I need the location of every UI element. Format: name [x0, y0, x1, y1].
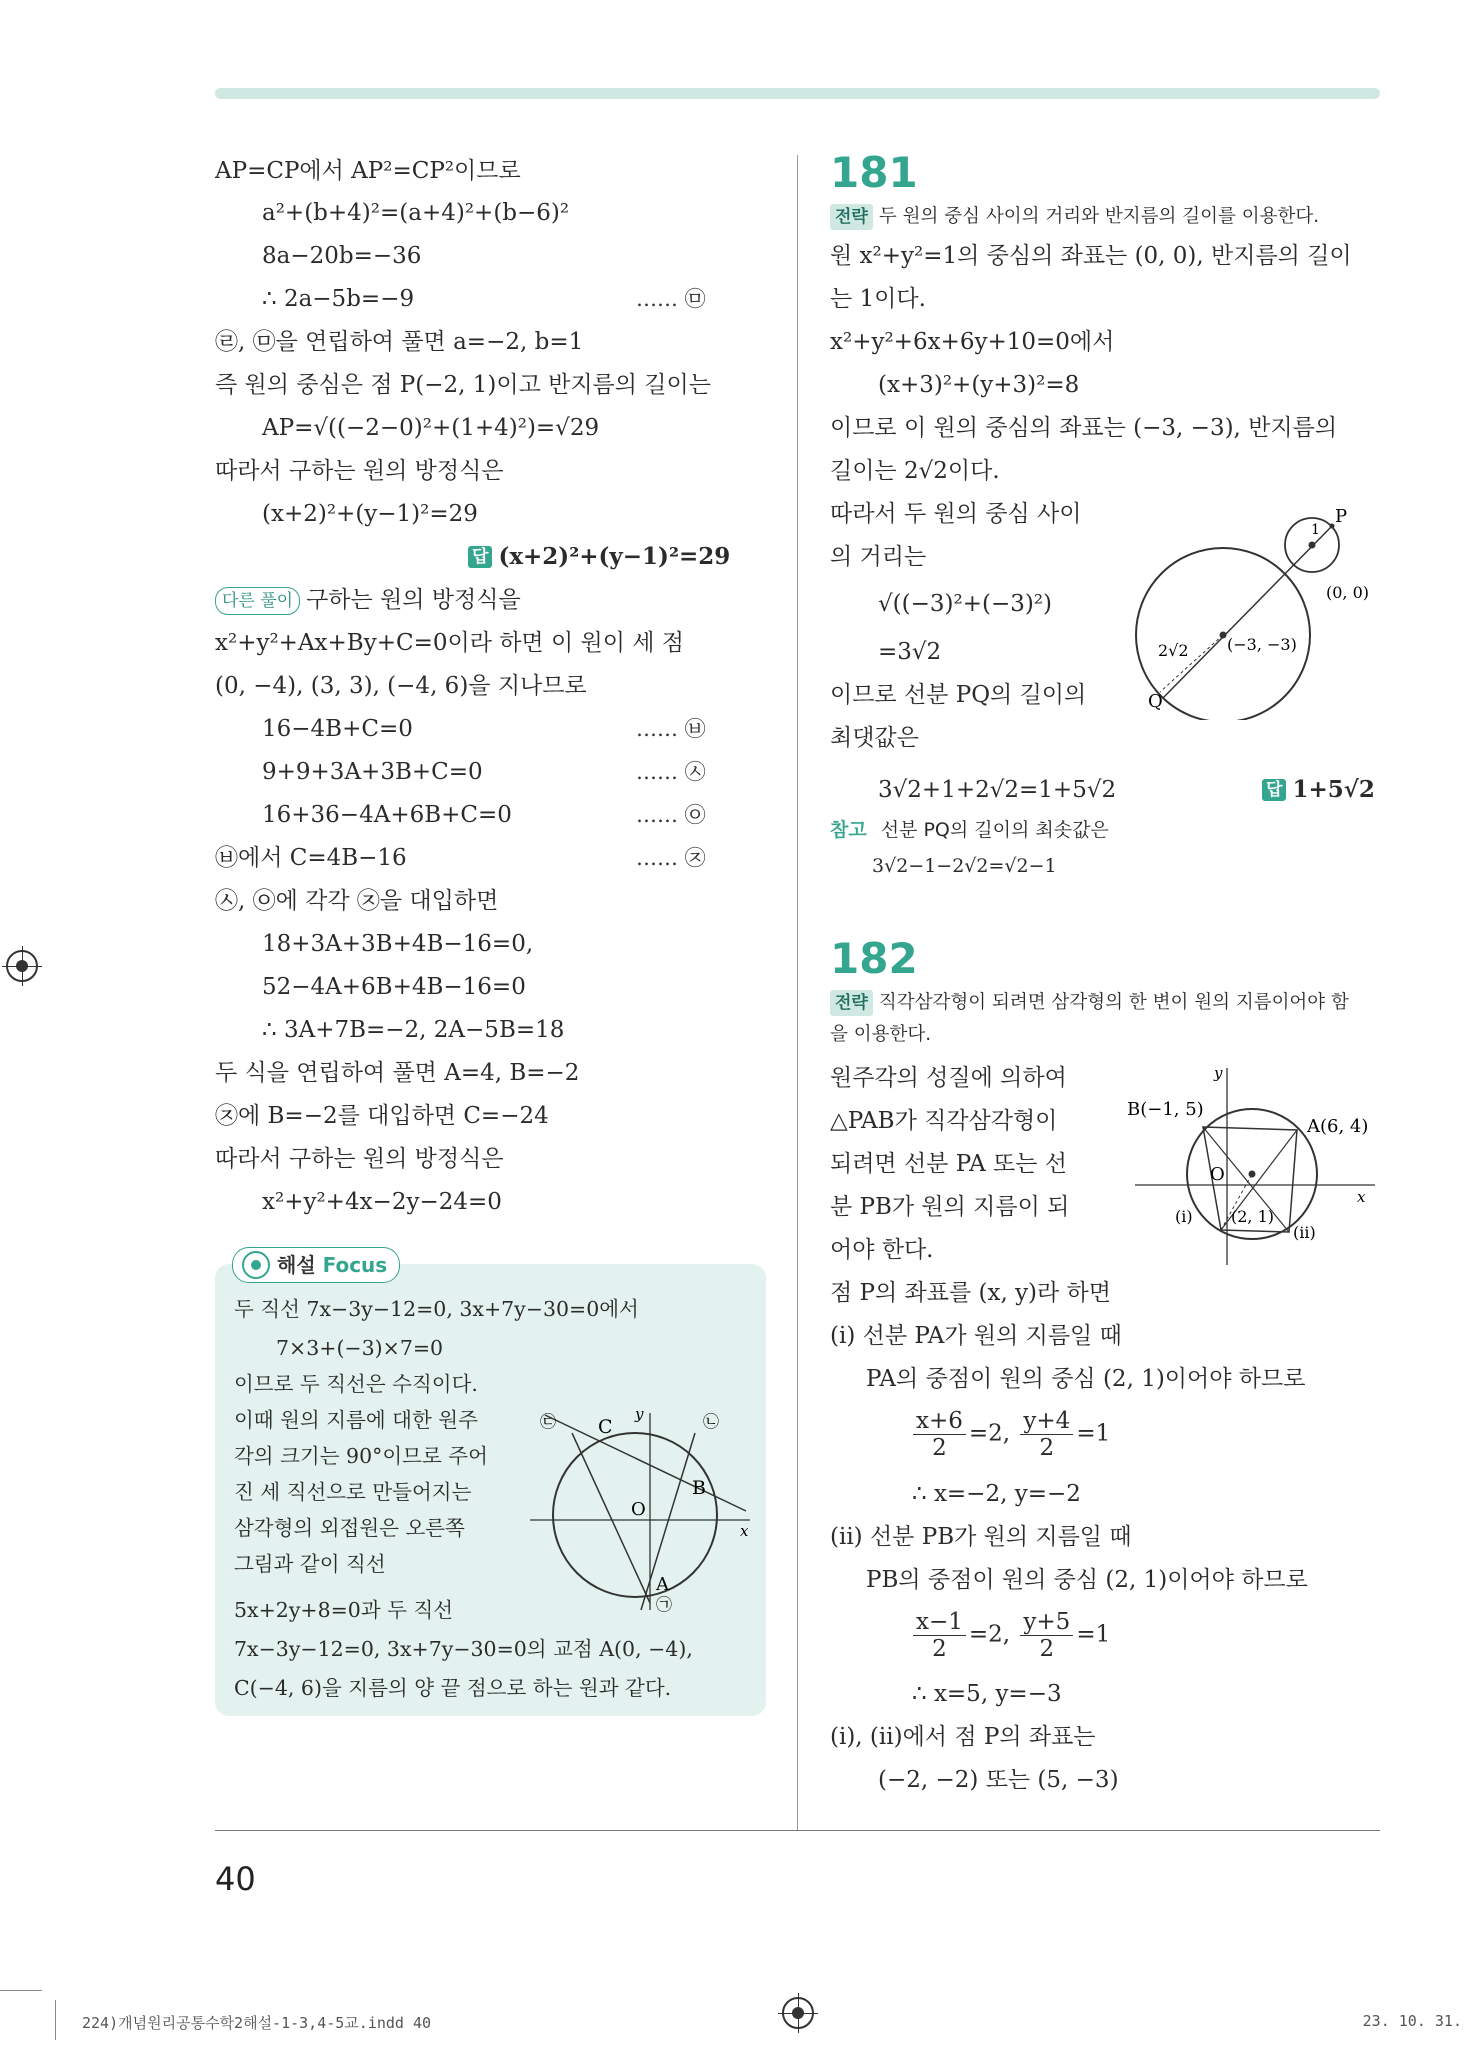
- focus-fig-label-O: O: [631, 1499, 646, 1520]
- strategy-181: [830, 204, 1319, 230]
- marker-g: …… ㉦: [636, 760, 706, 784]
- strategy-text-182: 직각삼각형이 되려면 삼각형의 한 변이 원의 지름이어야 함: [878, 992, 1349, 1013]
- p181-line-10: =3√2: [878, 639, 942, 665]
- figure-182: [1125, 1060, 1385, 1280]
- focus-line-11: C(−4, 6)을 지름의 양 끝 점으로 하는 원과 같다.: [234, 1676, 672, 1700]
- marker-f: …… ㉥: [636, 717, 706, 741]
- line-eq-3: ∴ 2a−5b=−9: [262, 286, 415, 312]
- line-points: (0, −4), (3, 3), (−4, 6)을 지나므로: [215, 673, 587, 699]
- answer-text-181: 1+5√2: [1292, 776, 1375, 803]
- p182-line-7: (i) 선분 PA가 원의 지름일 때: [830, 1323, 1122, 1349]
- focus-line-7: 삼각형의 외접원은 오른쪽: [234, 1516, 465, 1540]
- focus-title-word: Focus: [322, 1253, 388, 1277]
- top-decor-bar: [215, 88, 1380, 99]
- p181-line-2: 는 1이다.: [830, 286, 926, 312]
- label-origin: (0, 0): [1326, 583, 1370, 602]
- p182-line-8: PA의 중점이 원의 중심 (2, 1)이어야 하므로: [866, 1366, 1306, 1392]
- frac-ii-1: [913, 1609, 966, 1662]
- fig182-center: [1249, 1171, 1256, 1178]
- p181-line-11: 이므로 선분 PQ의 길이의: [830, 682, 1087, 708]
- page-number: 40: [215, 1860, 256, 1898]
- note-tag: 참고: [830, 819, 867, 841]
- frac-i-den-2: 2: [1039, 1435, 1055, 1461]
- crop-mark: [55, 2000, 56, 2040]
- frac-ii-rhs-2: =1: [1076, 1621, 1111, 1648]
- fig182-label-i: (i): [1175, 1207, 1193, 1226]
- p182-line-10: (ii) 선분 PB가 원의 지름일 때: [830, 1524, 1132, 1550]
- p182-line-6: 점 P의 좌표를 (x, y)라 하면: [830, 1280, 1111, 1306]
- crop-mark-horizontal: [0, 1990, 42, 1991]
- focus-line-4: 이때 원의 지름에 대한 원주: [234, 1408, 478, 1432]
- line-final-eq: x²+y²+4x−2y−24=0: [262, 1189, 502, 1215]
- marker-e: …… ㉤: [636, 287, 706, 311]
- fig182-label-o: O: [1210, 1164, 1225, 1185]
- line-circle-eq: (x+2)²+(y−1)²=29: [262, 501, 478, 527]
- strategy-tag: 전략: [830, 204, 873, 230]
- frac-ii-num-1: x−1: [913, 1609, 966, 1636]
- bottom-rule: [215, 1830, 1380, 1831]
- p181-line-12: 최댓값은: [830, 725, 919, 751]
- problem-number-181: 181: [830, 148, 918, 197]
- note-text: 선분 PQ의 길이의 최솟값은: [880, 819, 1109, 841]
- answer-tag-181: 답: [1262, 779, 1286, 801]
- line-substitute: ㉦, ㉧에 각각 ㉨을 대입하면: [215, 888, 499, 914]
- fig182-label-center: (2, 1): [1231, 1207, 1275, 1226]
- line-ap-cp: AP=CP에서 AP²=CP²이므로: [215, 158, 521, 184]
- focus-icon: [242, 1251, 270, 1279]
- center-small: [1309, 542, 1316, 549]
- p181-line-9: √((−3)²+(−3)²): [878, 591, 1053, 617]
- p181-line-5: 이므로 이 원의 중심의 좌표는 (−3, −3), 반지름의: [830, 415, 1338, 441]
- answer-tag: 답: [468, 546, 492, 568]
- point-p: [1330, 524, 1335, 529]
- focus-fig-label-B: B: [692, 1477, 706, 1499]
- p182-line-14: (−2, −2) 또는 (5, −3): [878, 1767, 1119, 1793]
- note-181: [830, 816, 1109, 844]
- line-therefore-2: 따라서 구하는 원의 방정식은: [215, 1146, 504, 1172]
- p182-line-1: 원주각의 성질에 의하여: [830, 1065, 1067, 1091]
- registration-dot-bottom: [792, 2007, 804, 2019]
- strategy-tag-182: 전략: [830, 990, 873, 1016]
- focus-line-9: 5x+2y+8=0과 두 직선: [234, 1598, 454, 1622]
- focus-fig-label-c1: ㉠: [656, 1595, 673, 1614]
- focus-line-1: 두 직선 7x−3y−12=0, 3x+7y−30=0에서: [234, 1297, 639, 1321]
- frac-i-num-1: x+6: [913, 1408, 966, 1435]
- problem-number-182: 182: [830, 934, 918, 983]
- line-ab: 두 식을 연립하여 풀면 A=4, B=−2: [215, 1060, 580, 1086]
- answer-text: (x+2)²+(y−1)²=29: [498, 543, 731, 570]
- focus-line-10: 7x−3y−12=0, 3x+7y−30=0의 교점 A(0, −4),: [234, 1637, 693, 1661]
- registration-mark-left: [6, 950, 38, 982]
- p181-line-3: x²+y²+6x+6y+10=0에서: [830, 329, 1115, 355]
- column-divider: [797, 155, 798, 1830]
- center-large: [1220, 632, 1227, 639]
- note-eq-181: 3√2−1−2√2=√2−1: [872, 855, 1057, 877]
- p182-line-2: △PAB가 직각삼각형이: [830, 1108, 1058, 1134]
- line-general: x²+y²+Ax+By+C=0이라 하면 이 원이 세 점: [215, 630, 684, 656]
- fig182-label-b: B(−1, 5): [1127, 1099, 1204, 1120]
- line-sub-1: 18+3A+3B+4B−16=0,: [262, 931, 534, 957]
- focus-line-3: 이므로 두 직선은 수직이다.: [234, 1372, 478, 1396]
- fig182-label-a: A(6, 4): [1307, 1116, 1369, 1137]
- frac-i-rhs-2: =1: [1076, 1420, 1111, 1447]
- answer-181: [1262, 774, 1375, 806]
- frac-ii-num-2: y+5: [1020, 1609, 1073, 1636]
- p182-line-11: PB의 중점이 원의 중심 (2, 1)이어야 하므로: [866, 1567, 1308, 1593]
- p181-line-13: 3√2+1+2√2=1+5√2: [878, 777, 1117, 803]
- alt-solution-tag: 다른 풀이: [215, 587, 300, 615]
- p182-frac-i: [910, 1408, 1110, 1461]
- p181-line-6: 길이는 2√2이다.: [830, 458, 1000, 484]
- footer-date: 23. 10. 31.: [1362, 2012, 1462, 2030]
- label-p: P: [1335, 506, 1348, 527]
- line-alt: [215, 584, 521, 616]
- focus-fig-label-c2: ㉡: [703, 1412, 720, 1431]
- marker-i: …… ㉨: [636, 846, 706, 870]
- p181-line-8: 의 거리는: [830, 544, 927, 570]
- registration-mark-bottom: [782, 1997, 814, 2029]
- p181-line-1: 원 x²+y²=1의 중심의 좌표는 (0, 0), 반지름의 길이: [830, 243, 1352, 269]
- answer-178: [468, 541, 730, 573]
- line-sys-1: 16−4B+C=0: [262, 716, 413, 742]
- frac-ii-den-1: 2: [932, 1636, 947, 1662]
- frac-ii-den-2: 2: [1039, 1636, 1055, 1662]
- p182-frac-ii: [910, 1609, 1110, 1662]
- strategy-text: 두 원의 중심 사이의 거리와 반지름의 길이를 이용한다.: [878, 206, 1320, 227]
- label-q: Q: [1148, 691, 1163, 712]
- frac-i-den-1: 2: [932, 1435, 947, 1461]
- p182-line-4: 분 PB가 원의 지름이 되: [830, 1194, 1070, 1220]
- strategy-182-line-1: [830, 990, 1349, 1016]
- focus-fig-label-A: A: [656, 1574, 669, 1595]
- frac-i-2: [1020, 1408, 1073, 1461]
- label-2root2: 2√2: [1158, 641, 1189, 660]
- line-eq-1: a²+(b+4)²=(a+4)²+(b−6)²: [262, 200, 570, 226]
- focus-fig-label-C: C: [598, 1416, 613, 1438]
- marker-h: …… ㉧: [636, 803, 706, 827]
- p182-line-13: (i), (ii)에서 점 P의 좌표는: [830, 1724, 1096, 1750]
- alt-text: 구하는 원의 방정식을: [306, 587, 521, 613]
- line-c-sub: ㉥에서 C=4B−16: [215, 845, 407, 871]
- focus-figure: [520, 1405, 760, 1615]
- line-c: ㉨에 B=−2를 대입하면 C=−24: [215, 1103, 549, 1129]
- footer-filename: 224)개념원리공통수학2해설-1-3,4-5교.indd 40: [82, 2014, 432, 2032]
- focus-line-2: 7×3+(−3)×7=0: [276, 1336, 444, 1360]
- fig182-label-ii: (ii): [1293, 1223, 1316, 1242]
- fig182-label-x: x: [1357, 1188, 1366, 1206]
- label-center: (−3, −3): [1227, 635, 1297, 654]
- frac-i-num-2: y+4: [1020, 1408, 1073, 1435]
- figure-181: [1130, 500, 1390, 720]
- line-therefore: 따라서 구하는 원의 방정식은: [215, 458, 504, 484]
- focus-fig-label-y: y: [635, 1405, 644, 1423]
- line-sub-2: 52−4A+6B+4B−16=0: [262, 974, 526, 1000]
- p182-line-9: ∴ x=−2, y=−2: [912, 1481, 1081, 1507]
- label-1: 1: [1311, 522, 1320, 538]
- p181-line-4: (x+3)²+(y+3)²=8: [878, 372, 1080, 398]
- frac-i-1: [913, 1408, 966, 1461]
- line-eq-2: 8a−20b=−36: [262, 243, 422, 269]
- frac-i-rhs-1: =2,: [968, 1420, 1011, 1447]
- focus-fig-label-x: x: [740, 1522, 749, 1540]
- focus-line-5: 각의 크기는 90°이므로 주어: [234, 1444, 488, 1468]
- frac-ii-rhs-1: =2,: [968, 1621, 1011, 1648]
- focus-line-6: 진 세 직선으로 만들어지는: [234, 1480, 472, 1504]
- strategy-182-line-2: 을 이용한다.: [830, 1024, 932, 1045]
- focus-title-prefix: 해설: [277, 1253, 316, 1277]
- line-sys-2: 9+9+3A+3B+C=0: [262, 759, 483, 785]
- p182-line-12: ∴ x=5, y=−3: [912, 1681, 1062, 1707]
- line-solve: ㉣, ㉤을 연립하여 풀면 a=−2, b=1: [215, 329, 584, 355]
- line-center: 즉 원의 중심은 점 P(−2, 1)이고 반지름의 길이는: [215, 372, 711, 398]
- fig182-label-y: y: [1214, 1064, 1223, 1082]
- p182-line-3: 되려면 선분 PA 또는 선: [830, 1151, 1067, 1177]
- line-sys-3: 16+36−4A+6B+C=0: [262, 802, 512, 828]
- frac-ii-2: [1020, 1609, 1073, 1662]
- p181-line-7: 따라서 두 원의 중심 사이: [830, 501, 1082, 527]
- registration-dot: [16, 960, 28, 972]
- focus-fig-label-c3: ㉢: [540, 1412, 557, 1431]
- line-sub-3: ∴ 3A+7B=−2, 2A−5B=18: [262, 1017, 565, 1043]
- line-radius: AP=√((−2−0)²+(1+4)²)=√29: [262, 415, 600, 441]
- p182-line-5: 어야 한다.: [830, 1237, 934, 1263]
- focus-line-8: 그림과 같이 직선: [234, 1552, 386, 1576]
